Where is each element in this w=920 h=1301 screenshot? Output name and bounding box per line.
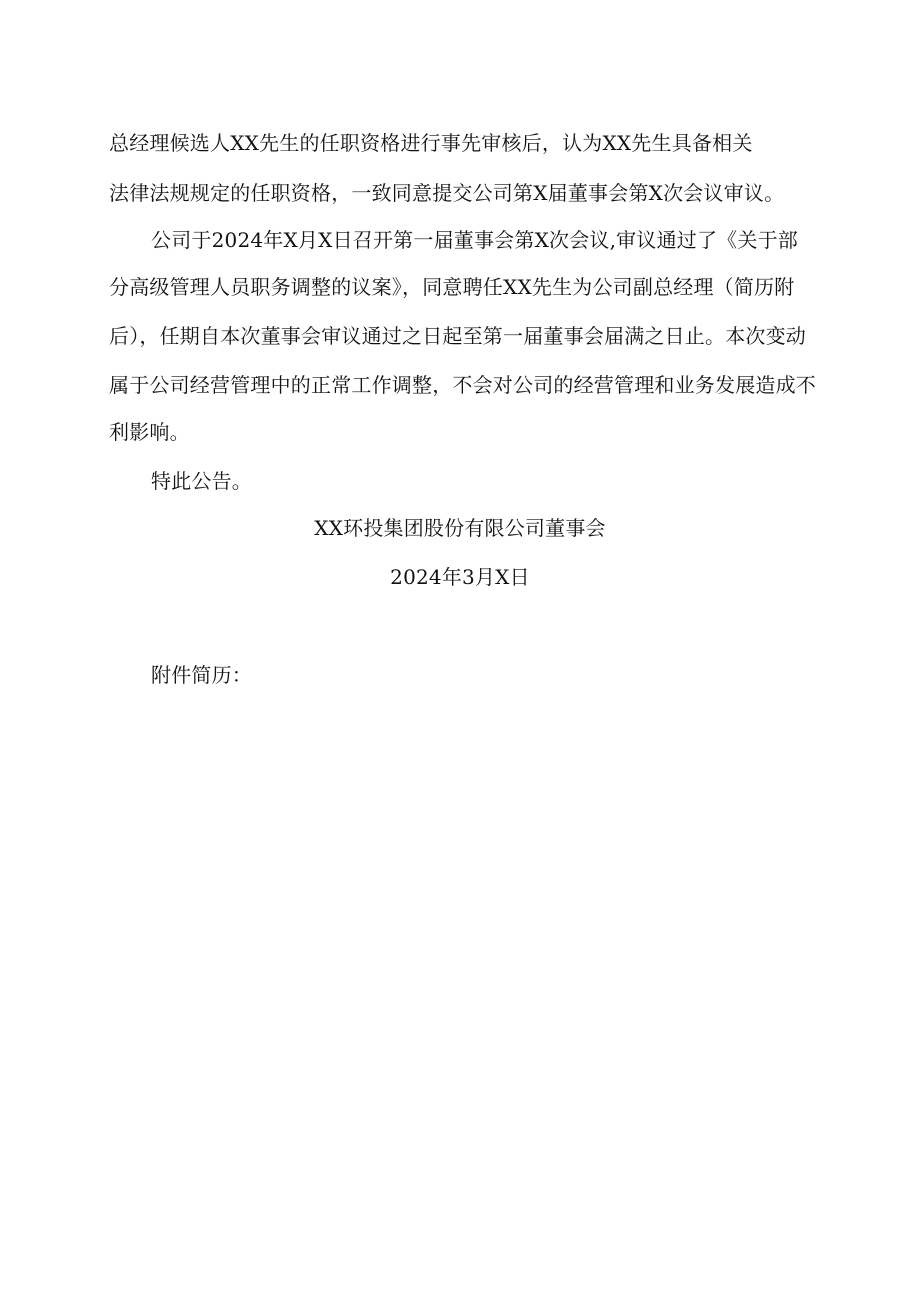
signature-date: 2024年3月X日 xyxy=(390,565,530,589)
paragraph-1-line-2: 法律法规规定的任职资格，一致同意提交公司第X届董事会第X次会议审议。 xyxy=(109,181,785,205)
signature-company: XX环投集团股份有限公司董事会 xyxy=(314,516,606,540)
paragraph-1-line-1: 总经理候选人XX先生的任职资格进行事先审核后，认为XX先生具备相关 xyxy=(109,131,753,155)
paragraph-2-line-1: 公司于2024年X月X日召开第一届董事会第X次会议,审议通过了《关于部 xyxy=(151,228,798,252)
closing-text: 特此公告。 xyxy=(151,469,252,493)
paragraph-2-line-3: 后），任期自本次董事会审议通过之日起至第一届董事会届满之日止。本次变动 xyxy=(109,324,806,348)
paragraph-2-line-2: 分高级管理人员职务调整的议案》，同意聘任XX先生为公司副总经理（简历附 xyxy=(109,275,795,299)
attachment-label: 附件简历： xyxy=(151,663,252,687)
paragraph-2-line-5: 利影响。 xyxy=(109,420,190,444)
paragraph-2-line-4: 属于公司经营管理中的正常工作调整，不会对公司的经营管理和业务发展造成不 xyxy=(109,373,816,397)
